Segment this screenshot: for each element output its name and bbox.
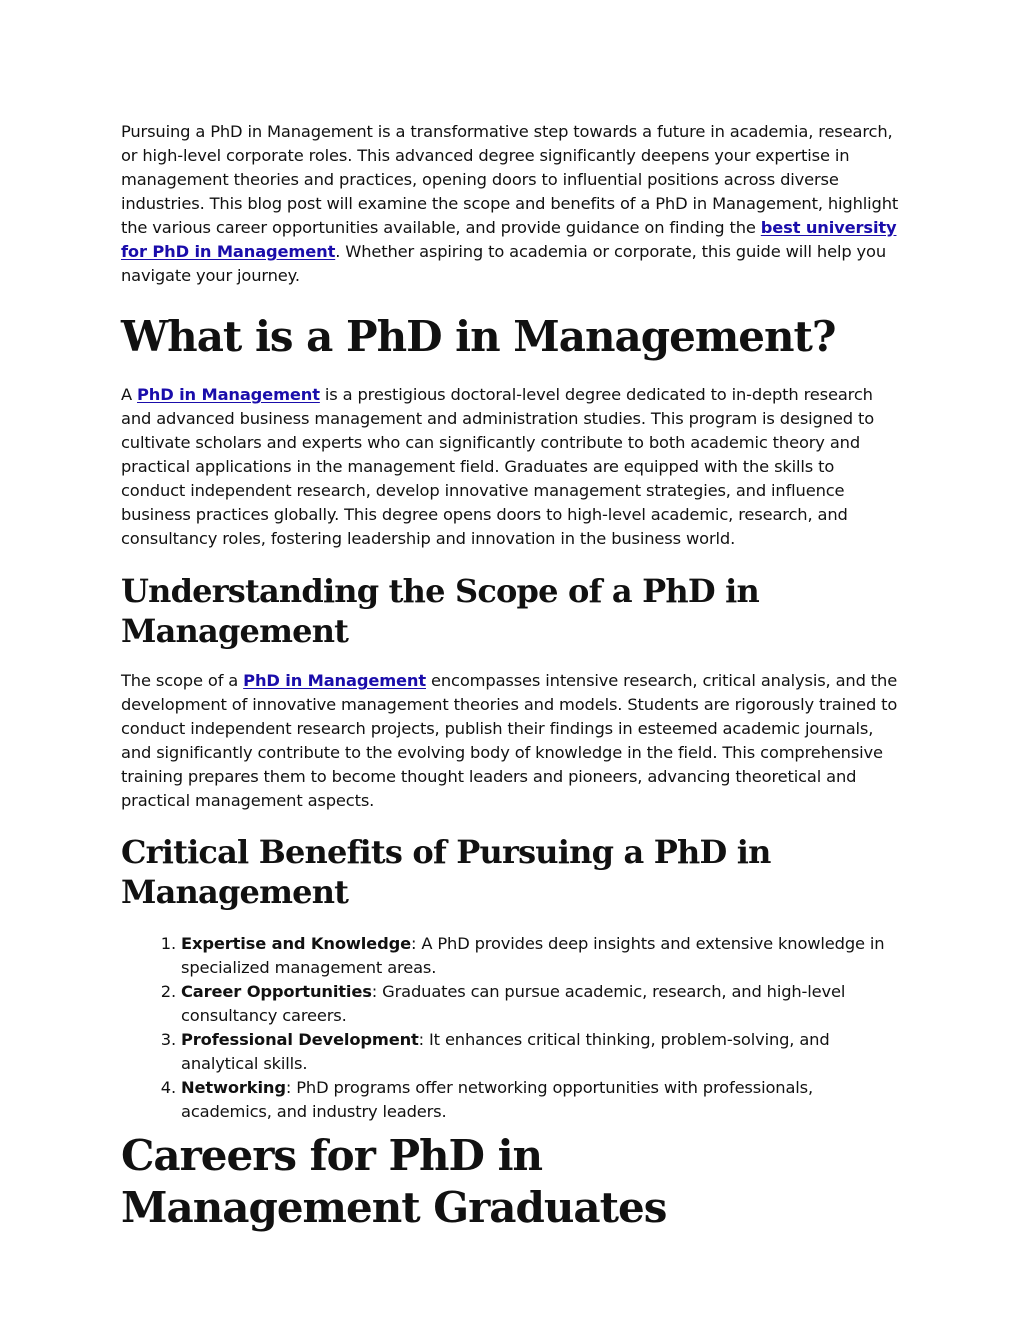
benefit-desc: : Graduates can pursue academic, research, and high-level consultancy careers. (181, 982, 846, 1025)
scope-paragraph (121, 669, 903, 813)
heading-benefits: Critical Benefits of Pursuing a PhD in Management (121, 833, 771, 911)
intro-text-after: . Whether aspiring to academia or corporate, this guide will help you navigate your journey. (121, 242, 887, 285)
heading-careers: Careers for PhD in Management Graduates (121, 1131, 667, 1232)
document-page (121, 120, 903, 1234)
phd-management-link[interactable]: PhD in Management (137, 385, 320, 404)
what-paragraph (121, 383, 903, 551)
list-item (181, 1076, 903, 1124)
intro-text-before: Pursuing a PhD in Management is a transformative step towards a future in academia, research, or high-level corporate roles. This advanced degree significantly deepens your expertise in management theories and practices, opening doors to influential positions across diverse industries. This blog post will examine the scope and benefits of a PhD in Management, highlight the various career opportunities available, and provide guidance on finding the (121, 122, 899, 237)
what-text-after: is a prestigious doctoral-level degree dedicated to in-depth research and advanced business management and administration studies. This program is designed to cultivate scholars and experts who can significantly contribute to both academic theory and practical applications in the management field. Graduates are equipped with the skills to conduct independent research, develop innovative management strategies, and influence business practices globally. This degree opens doors to high-level academic, research, and consultancy roles, fostering leadership and innovation in the business world. (121, 385, 875, 548)
benefit-desc: : A PhD provides deep insights and extensive knowledge in specialized management areas. (181, 934, 885, 977)
benefit-term: Networking (181, 1078, 286, 1097)
benefit-term: Expertise and Knowledge (181, 934, 411, 953)
scope-text-before: The scope of a (121, 671, 244, 690)
benefit-desc: : It enhances critical thinking, problem-solving, and analytical skills. (181, 1030, 830, 1073)
heading-scope: Understanding the Scope of a PhD in Management (121, 572, 760, 650)
best-university-link[interactable]: best university for PhD in Management (121, 218, 897, 261)
benefits-list (121, 932, 903, 1124)
heading-what-is-phd: What is a PhD in Management? (121, 312, 836, 361)
list-item (181, 980, 903, 1028)
list-item (181, 932, 903, 980)
intro-paragraph (121, 120, 903, 288)
benefit-desc: : PhD programs offer networking opportunities with professionals, academics, and industry leaders. (181, 1078, 814, 1121)
phd-management-scope-link[interactable]: PhD in Management (243, 671, 426, 690)
list-item (181, 1028, 903, 1076)
scope-text-after: encompasses intensive research, critical analysis, and the development of innovative management theories and models. Students are rigorously trained to conduct independent research projects, publish their findings in esteemed academic journals, and significantly contribute to the evolving body of knowledge in the field. This comprehensive training prepares them to become thought leaders and pioneers, advancing theoretical and practical management aspects. (121, 671, 898, 810)
what-text-before: A (121, 385, 138, 404)
benefit-term: Professional Development (181, 1030, 419, 1049)
benefit-term: Career Opportunities (181, 982, 372, 1001)
